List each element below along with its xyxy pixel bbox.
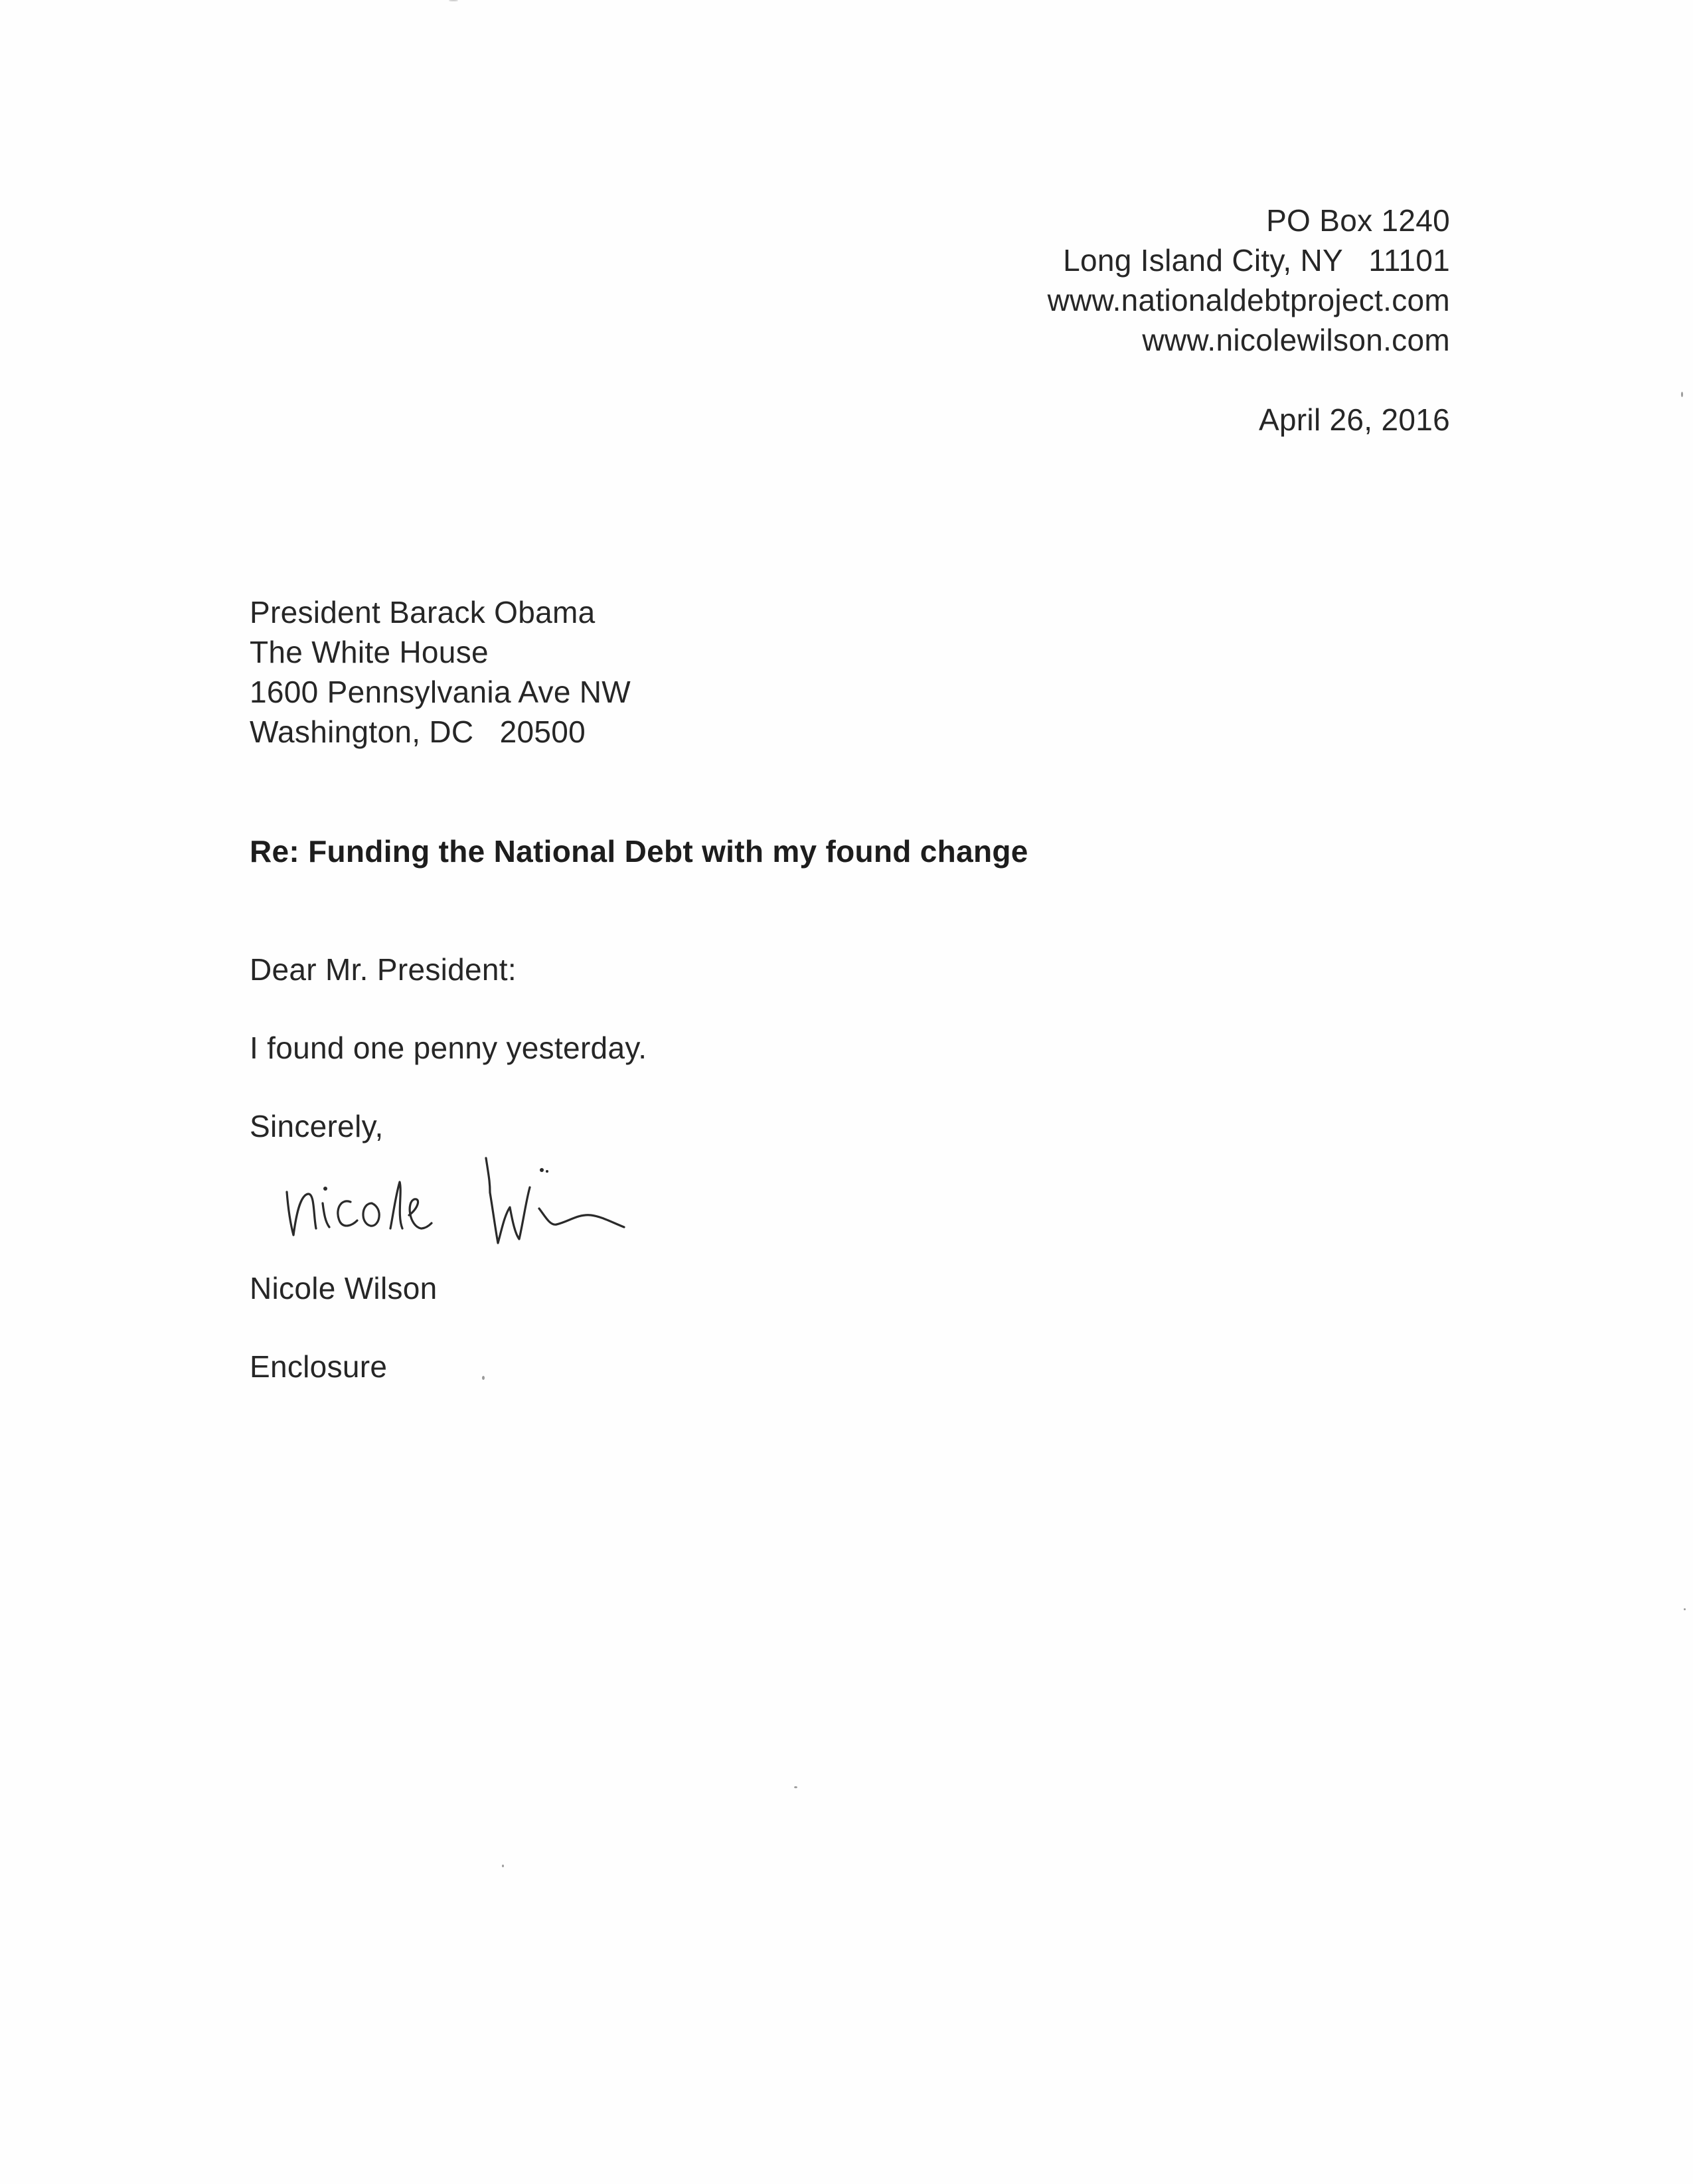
sender-po-box: PO Box 1240 [1266,203,1450,238]
closing: Sincerely, [250,1109,384,1143]
sender-website-personal: www.nicolewilson.com [1142,323,1450,357]
handwritten-signature [279,1129,651,1262]
scan-speck [1684,1608,1686,1610]
subject-line: Re: Funding the National Debt with my found change [250,834,1028,869]
scan-speck [794,1786,797,1788]
salutation: Dear Mr. President: [250,952,517,987]
sender-website-national-debt: www.nationaldebtproject.com [1047,283,1450,317]
scan-speck [502,1865,504,1867]
recipient-organization: The White House [250,635,489,669]
scan-speck [1681,392,1683,397]
signer-name: Nicole Wilson [250,1271,438,1305]
letter-date: April 26, 2016 [1258,402,1450,437]
recipient-city-line: Washington, DC 20500 [250,714,586,749]
recipient-name: President Barack Obama [250,595,596,630]
sender-city-line: Long Island City, NY 11101 [1063,243,1450,278]
recipient-street: 1600 Pennsylvania Ave NW [250,675,631,709]
scan-speck [482,1376,485,1380]
letter-body: I found one penny yesterday. [250,1031,647,1065]
scan-speck [449,0,458,1]
enclosure-note: Enclosure [250,1349,388,1384]
